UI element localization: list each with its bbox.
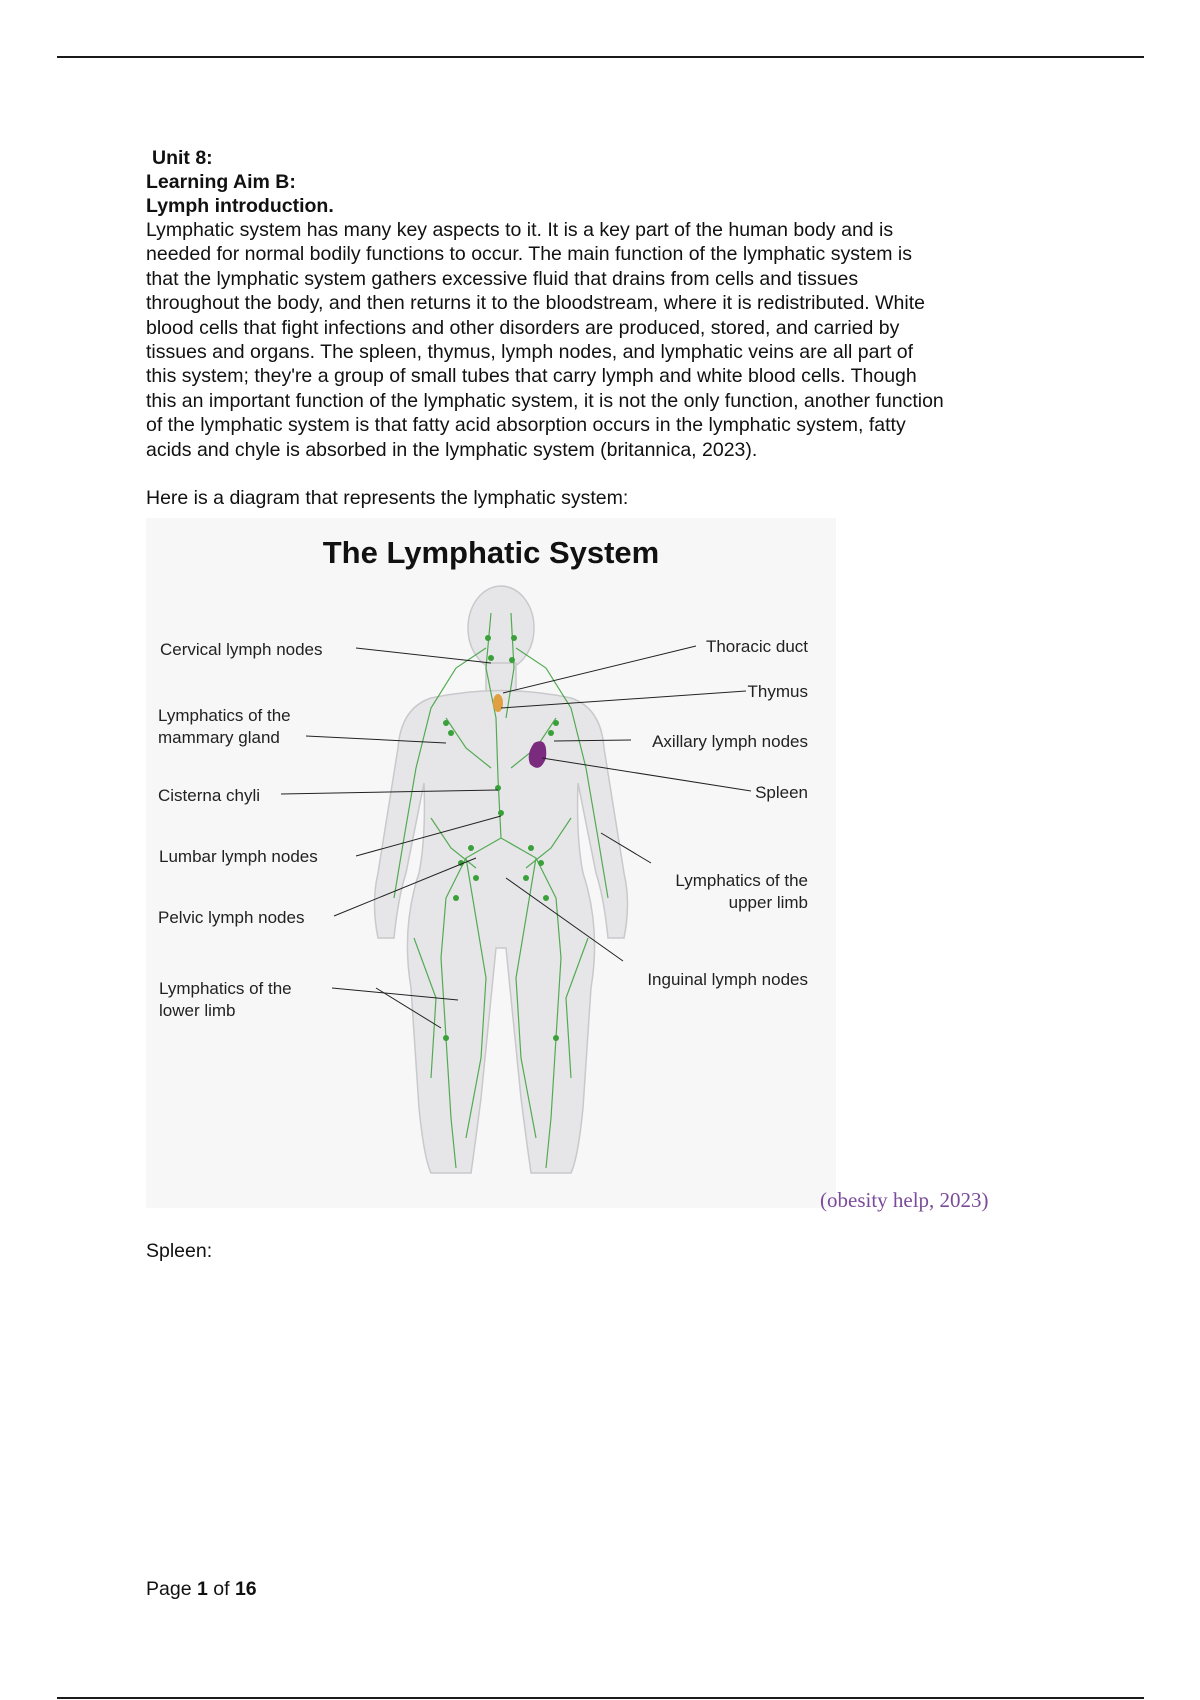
label-lower-limb-line2: lower limb	[159, 1001, 236, 1020]
page-word: Page	[146, 1578, 192, 1600]
paragraph-line: Lymphatic system has many key aspects to it. It is a key part of the human body and is	[146, 219, 894, 241]
label-axillary-lymph-nodes: Axillary lymph nodes	[652, 732, 808, 751]
paragraph-line: acids and chyle is absorbed in the lymphatic system (britannica, 2023).	[146, 438, 758, 461]
paragraph-line: this an important function of the lymphatic system, it is not the only function, another function	[146, 389, 944, 412]
document-body	[146, 146, 1066, 510]
paragraph-line: needed for normal bodily functions to occur. The main function of the lymphatic system is	[146, 243, 912, 266]
label-cisterna-chyli: Cisterna chyli	[158, 786, 261, 805]
intro-paragraph	[146, 218, 1066, 462]
of-word: of	[213, 1578, 230, 1600]
label-upper-limb-line1: Lymphatics of the	[675, 871, 808, 890]
total-pages: 16	[234, 1578, 257, 1600]
diagram-citation: (obesity help, 2023)	[820, 1188, 989, 1212]
section-heading: Lymph introduction.	[146, 195, 334, 217]
lymphatic-diagram	[146, 518, 836, 1208]
paragraph-line: blood cells that fight infections and other disorders are produced, stored, and carried by	[146, 316, 900, 339]
bottom-rule	[57, 1697, 1144, 1699]
label-thoracic-duct: Thoracic duct	[705, 637, 808, 656]
current-page: 1	[196, 1578, 208, 1600]
top-rule	[57, 56, 1144, 58]
label-upper-limb-line2: upper limb	[728, 893, 808, 912]
paragraph-line: of the lymphatic system is that fatty acid absorption occurs in the lymphatic system, fatty	[146, 414, 906, 437]
lymphatic-diagram-svg	[146, 518, 836, 1208]
label-cervical-lymph-nodes: Cervical lymph nodes	[160, 640, 323, 659]
label-pelvic-lymph-nodes: Pelvic lymph nodes	[158, 908, 305, 927]
diagram-title: The Lymphatic System	[322, 535, 660, 570]
paragraph-line: throughout the body, and then returns it to the bloodstream, where it is redistributed. White	[146, 292, 925, 315]
label-mammary-line1: Lymphatics of the	[158, 706, 291, 725]
paragraph-line: that the lymphatic system gathers excessive fluid that drains from cells and tissues	[146, 267, 859, 290]
label-lumbar-lymph-nodes: Lumbar lymph nodes	[159, 847, 318, 866]
label-lower-limb-line1: Lymphatics of the	[159, 979, 292, 998]
thymus-organ	[493, 694, 503, 712]
spleen-section-heading: Spleen:	[146, 1240, 213, 1262]
page-number	[146, 1578, 257, 1601]
label-thymus: Thymus	[747, 682, 808, 701]
diagram-intro: Here is a diagram that represents the lymphatic system:	[146, 487, 629, 510]
label-mammary-line2: mammary gland	[158, 728, 280, 747]
label-spleen: Spleen	[755, 783, 808, 802]
paragraph-line: tissues and organs. The spleen, thymus, lymph nodes, and lymphatic veins are all part of	[146, 341, 914, 364]
learning-aim-heading: Learning Aim B:	[146, 171, 296, 193]
label-inguinal-lymph-nodes: Inguinal lymph nodes	[647, 970, 808, 989]
paragraph-line: this system; they're a group of small tubes that carry lymph and white blood cells. Though	[146, 365, 917, 388]
unit-heading: Unit 8:	[152, 147, 213, 169]
